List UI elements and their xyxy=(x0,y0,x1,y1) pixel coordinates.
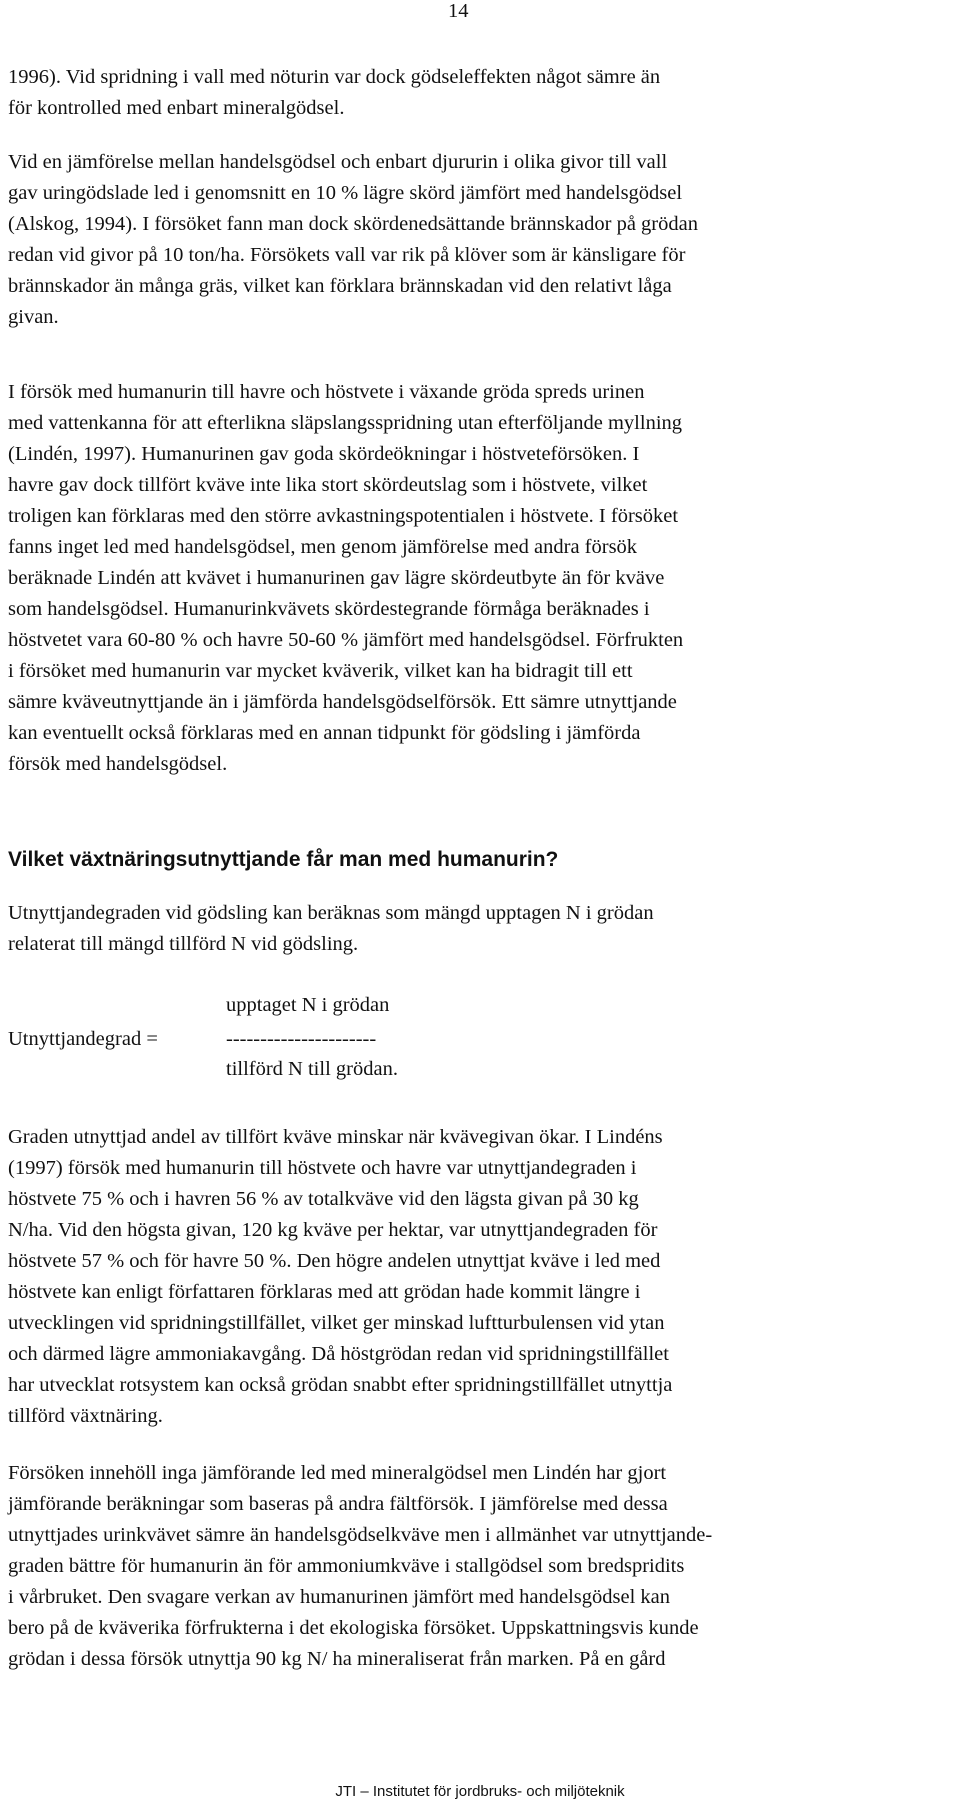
text-line: höstvete kan enligt författaren förklaras med att grödan hade kommit längre i xyxy=(8,1281,641,1303)
formula-numerator: upptaget N i grödan xyxy=(226,994,390,1016)
text-line: höstvetet vara 60-80 % och havre 50-60 % jämfört med handelsgödsel. Förfrukten xyxy=(8,629,684,651)
text-line: höstvete 57 % och för havre 50 %. Den högre andelen utnyttjat kväve i led med xyxy=(8,1250,661,1272)
text-line: troligen kan förklaras med den större avkastningspotentialen i höstvete. I försöket xyxy=(8,505,679,527)
text-line: tillförd växtnäring. xyxy=(8,1405,163,1427)
formula-fraction-bar: ---------------------- xyxy=(226,1028,377,1050)
text-line: (Alskog, 1994). I försöket fann man dock skördenedsättande brännskador på grödan xyxy=(8,213,698,235)
text-line: utvecklingen vid spridningstillfället, vilket ger minskad luftturbulensen vid ytan xyxy=(8,1312,665,1334)
text-line: grödan i dessa försök utnyttja 90 kg N/ ha mineraliserat från marken. På en gård xyxy=(8,1648,666,1670)
paragraph-4 xyxy=(8,1122,956,1432)
text-line: beräknade Lindén att kvävet i humanurinen gav lägre skördeutbyte än för kväve xyxy=(8,567,665,589)
text-line: försök med handelsgödsel. xyxy=(8,753,228,775)
paragraph-3 xyxy=(8,377,956,780)
paragraph-1 xyxy=(8,62,956,124)
text-line: relaterat till mängd tillförd N vid gödsling. xyxy=(8,933,359,955)
text-line: gav uringödslade led i genomsnitt en 10 % lägre skörd jämfört med handelsgödsel xyxy=(8,182,683,204)
text-line: sämre kväveutnyttjande än i jämförda handelsgödselförsök. Ett sämre utnyttjande xyxy=(8,691,677,713)
text-line: jämförande beräkningar som baseras på andra fältförsök. I jämförelse med dessa xyxy=(8,1493,668,1515)
utilization-formula xyxy=(8,990,508,1090)
formula-denominator: tillförd N till grödan. xyxy=(226,1058,398,1080)
text-line: bero på de kväverika förfrukterna i det ekologiska försöket. Uppskattningsvis kunde xyxy=(8,1617,699,1639)
text-line: har utvecklat rotsystem kan också grödan snabbt efter spridningstillfället utnyttja xyxy=(8,1374,673,1396)
text-line: Utnyttjandegraden vid gödsling kan beräknas som mängd upptagen N i grödan xyxy=(8,902,654,924)
text-line: fanns inget led med handelsgödsel, men genom jämförelse med andra försök xyxy=(8,536,638,558)
text-line: i försöket med humanurin var mycket kväverik, vilket kan ha bidragit till ett xyxy=(8,660,633,682)
text-line: (1997) försök med humanurin till höstvete och havre var utnyttjandegraden i xyxy=(8,1157,637,1179)
text-line: graden bättre för humanurin än för ammoniumkväve i stallgödsel som bredspridits xyxy=(8,1555,685,1577)
page-number: 14 xyxy=(448,0,469,22)
text-line: redan vid givor på 10 ton/ha. Försökets vall var rik på klöver som är känsligare för xyxy=(8,244,686,266)
text-line: Graden utnyttjad andel av tillfört kväve minskar när kvävegivan ökar. I Lindéns xyxy=(8,1126,663,1148)
text-line: i vårbruket. Den svagare verkan av humanurinen jämfört med handelsgödsel kan xyxy=(8,1586,671,1608)
text-line: 1996). Vid spridning i vall med nöturin var dock gödseleffekten något sämre än xyxy=(8,66,661,88)
intro-paragraph xyxy=(8,898,956,960)
text-line: (Lindén, 1997). Humanurinen gav goda skördeökningar i höstveteförsöken. I xyxy=(8,443,640,465)
section-heading: Vilket växtnäringsutnyttjande får man med humanurin? xyxy=(8,848,559,871)
paragraph-5 xyxy=(8,1458,956,1675)
text-line: havre gav dock tillfört kväve inte lika stort skördeutslag som i höstvete, vilket xyxy=(8,474,648,496)
text-line: givan. xyxy=(8,306,59,328)
page-footer: JTI – Institutet för jordbruks- och miljöteknik xyxy=(335,1783,625,1800)
text-line: N/ha. Vid den högsta givan, 120 kg kväve per hektar, var utnyttjandegraden för xyxy=(8,1219,658,1241)
text-line: Försöken innehöll inga jämförande led med mineralgödsel men Lindén har gjort xyxy=(8,1462,667,1484)
paragraph-2 xyxy=(8,147,956,333)
text-line: utnyttjades urinkvävet sämre än handelsgödselkväve men i allmänhet var utnyttjande- xyxy=(8,1524,713,1546)
text-line: med vattenkanna för att efterlikna släpslangsspridning utan efterföljande myllning xyxy=(8,412,683,434)
formula-lhs: Utnyttjandegrad = xyxy=(8,1028,158,1050)
text-line: kan eventuellt också förklaras med en annan tidpunkt för gödsling i jämförda xyxy=(8,722,641,744)
text-line: I försök med humanurin till havre och höstvete i växande gröda spreds urinen xyxy=(8,381,645,403)
text-line: Vid en jämförelse mellan handelsgödsel och enbart djururin i olika givor till vall xyxy=(8,151,668,173)
text-line: som handelsgödsel. Humanurinkvävets skördestegrande förmåga beräknades i xyxy=(8,598,650,620)
text-line: höstvete 75 % och i havren 56 % av totalkväve vid den lägsta givan på 30 kg xyxy=(8,1188,639,1210)
text-line: för kontrolled med enbart mineralgödsel. xyxy=(8,97,345,119)
text-line: brännskador än många gräs, vilket kan förklara brännskadan vid den relativt låga xyxy=(8,275,672,297)
text-line: och därmed lägre ammoniakavgång. Då höstgrödan redan vid spridningstillfället xyxy=(8,1343,669,1365)
